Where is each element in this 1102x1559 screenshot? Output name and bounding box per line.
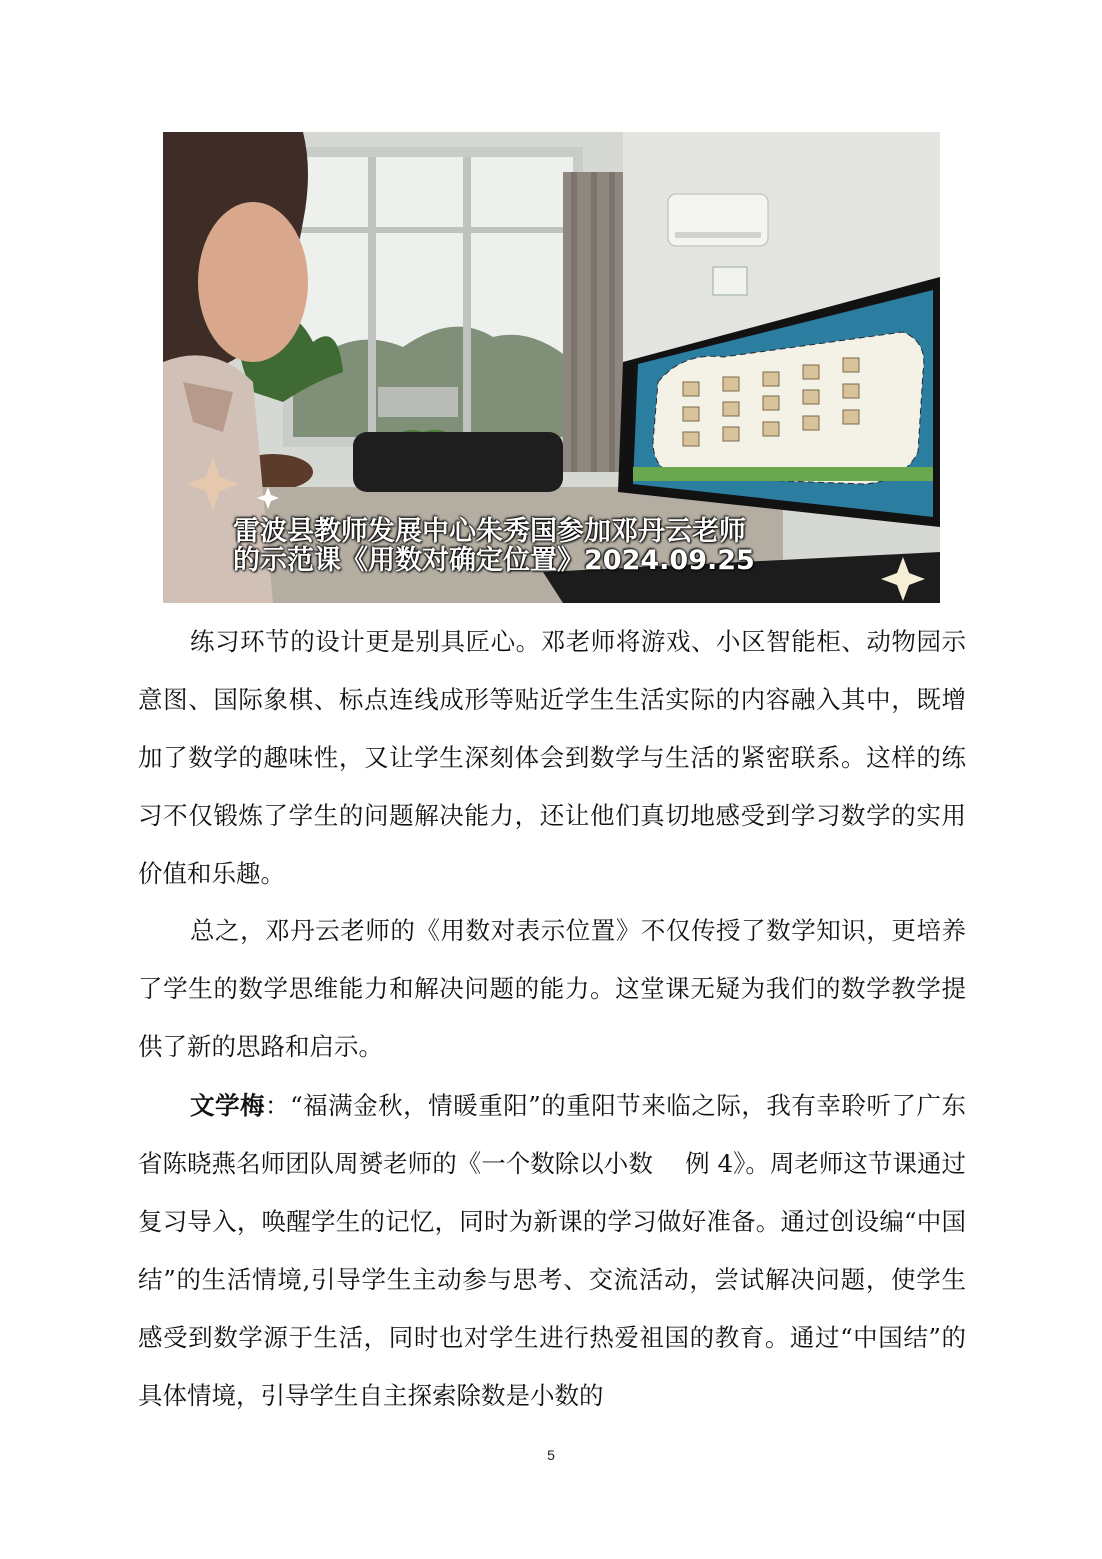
caption-line-1: 雷波县教师发展中心朱秀国参加邓丹云老师 — [233, 516, 746, 547]
air-conditioner — [668, 194, 768, 246]
speaker-name: 文学梅 — [190, 1091, 266, 1120]
page-number: 5 — [547, 1447, 555, 1463]
caption-line-2: 的示范课《用数对确定位置》2024.09.25 — [233, 545, 755, 576]
paragraph-practice-design: 练习环节的设计更是别具匠心。邓老师将游戏、小区智能柜、动物园示意图、国际象棋、标点连线成形等贴近学生生活实际的内容融入其中，既增加了数学的趣味性，又让学生深刻体会到数学与生活的紧密联系。这样的练习不仅锻炼了学生的问题解决能力，还让他们真切地感受到学习数学的实用价值和乐趣。 — [138, 627, 966, 888]
classroom-photo — [163, 132, 940, 603]
paragraph-wen-xuemei — [138, 1077, 966, 1425]
speaker-colon: ： — [265, 1091, 291, 1120]
paragraph-summary: 总之，邓丹云老师的《用数对表示位置》不仅传授了数学知识，更培养了学生的数学思维能力和解决问题的能力。这堂课无疑为我们的数学教学提供了新的思路和启示。 — [138, 916, 966, 1061]
photo-caption — [233, 517, 933, 575]
paragraph-body: “福满金秋，情暖重阳”的重阳节来临之际，我有幸聆听了广东省陈晓燕名师团队周赟老师的《一个数除以小数 例 4》。周老师这节课通过复习导入，唤醒学生的记忆，同时为新课的学习做好准备。通过创设编“中国结”的生活情境,引导学生主动参与思考、交流活动，尝试解决问题，使学生感受到数学源于生活，同时也对学生进行热爱祖国的教育。通过“中国结”的具体情境，引导学生自主探索除数是小数的 — [138, 1091, 966, 1410]
